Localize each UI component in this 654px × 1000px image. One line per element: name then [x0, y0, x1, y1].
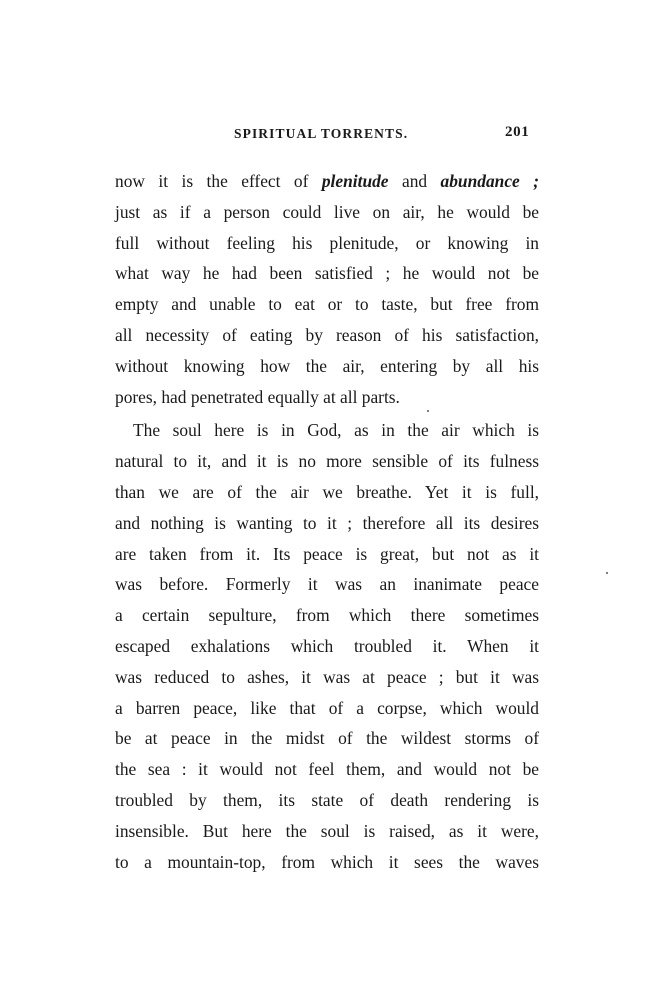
emphasis-plenitude: plenitude	[321, 171, 389, 191]
text-line: now it is the effect of plenitude and abundance ;	[115, 171, 539, 191]
text-line: are taken from it. Its peace is great, but not as it	[115, 543, 539, 564]
print-speck	[606, 572, 608, 574]
text-line: empty and unable to eat or to taste, but free from	[115, 294, 539, 315]
text-line: troubled by them, its state of death rendering is	[115, 789, 539, 810]
emphasis-abundance: abundance ;	[440, 171, 539, 191]
text-line: full without feeling his plenitude, or knowing in	[115, 232, 539, 253]
text-line: insensible. But here the soul is raised, as it were,	[115, 820, 539, 841]
page-number: 201	[505, 124, 530, 140]
text-line: be at peace in the midst of the wildest storms of	[115, 728, 539, 749]
text-line: natural to it, and it is no more sensible of its fulness	[115, 451, 539, 472]
text-line: just as if a person could live on air, he would be	[115, 201, 539, 222]
text-line: all necessity of eating by reason of his satisfaction,	[115, 324, 539, 345]
running-title: SPIRITUAL TORRENTS.	[234, 126, 409, 141]
text-line: the sea : it would not feel them, and would not be	[115, 759, 539, 780]
text-line: a barren peace, like that of a corpse, which would	[115, 697, 539, 718]
text-line: escaped exhalations which troubled it. When it	[115, 635, 539, 656]
text-line: without knowing how the air, entering by all his	[115, 355, 539, 376]
text-line: was reduced to ashes, it was at peace ; but it was	[115, 666, 539, 687]
text-line: pores, had penetrated equally at all parts.	[115, 386, 400, 407]
text-line: was before. Formerly it was an inanimate peace	[115, 574, 539, 595]
body-text	[115, 166, 539, 877]
text-line: a certain sepulture, from which there sometimes	[115, 605, 539, 626]
text-line: to a mountain-top, from which it sees the waves	[115, 851, 539, 872]
text-line: and nothing is wanting to it ; therefore all its desires	[115, 512, 539, 533]
text-line: what way he had been satisfied ; he would not be	[115, 263, 539, 284]
page-header	[0, 126, 654, 150]
text-line: The soul here is in God, as in the air which is	[133, 420, 539, 441]
text-line: than we are of the air we breathe. Yet it is full,	[115, 481, 539, 502]
print-speck	[427, 410, 429, 412]
